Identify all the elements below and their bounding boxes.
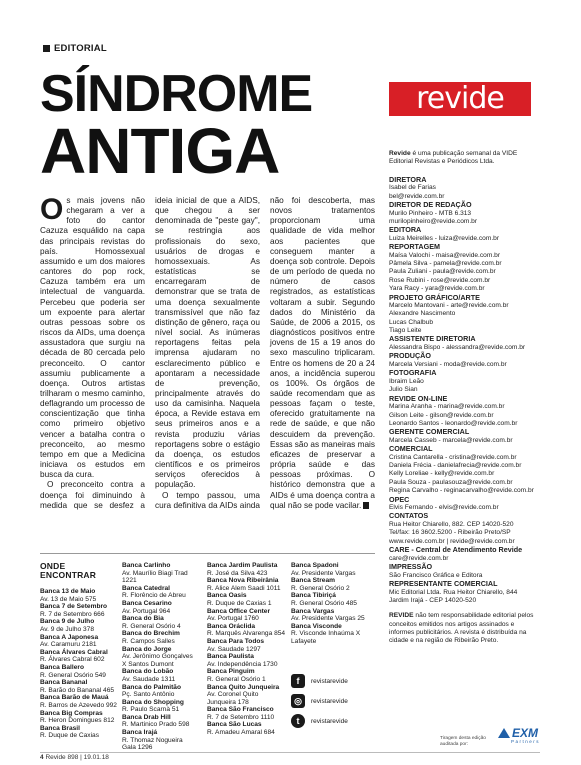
article-paragraph: Os mais jovens não chegaram a ver a foto do cantor Cazuza esquálido na capa das principais revistas do país. Homossexual assumido e um dos maiores cantores do pop rock, Cazuza também era um intelectual de vanguarda. Percebeu que poderia ser um expoente para alertar outras pessoas sobre os riscos da AIDs, uma doença assustadora que surgiu na década de 80 cercada pelo preconceito. O cantor assumiu publicamente a doença. Outros artistas trilharam o mesmo caminho, deflagrando um processo de conscientização que tinha como primeiro objetivo vencer a batalha contra o preconceito, ao mesmo tempo em que a Medicina iniciava os estudos em busca da cura. bbox=[40, 193, 145, 480]
masthead-entry: Ibraim Leão bbox=[389, 377, 424, 385]
newsstand-entry bbox=[291, 577, 373, 592]
newsstand-address: R. Thomaz Nogueira bbox=[122, 736, 183, 744]
newsstand-name: Banca do Jorge bbox=[122, 645, 172, 653]
newsstand-entry bbox=[207, 699, 289, 707]
masthead-role: IMPRESSÃO bbox=[389, 562, 433, 571]
newsstand-address: R. Barão do Bananal 465 bbox=[40, 686, 115, 694]
social-handle: revistarevide bbox=[311, 697, 348, 705]
newsstand-address: R. José da Silva 423 bbox=[207, 569, 268, 577]
newsstand-entry bbox=[207, 592, 289, 607]
newsstand-entry bbox=[291, 623, 373, 638]
newsstand-entry bbox=[40, 679, 122, 694]
masthead-entry: Cristina Cantarella - cristina@revide.com.br bbox=[389, 453, 517, 461]
revide-logo bbox=[389, 82, 531, 116]
newsstand-name: Banca 7 de Setembro bbox=[40, 603, 108, 611]
masthead-entry: Tel/fax: 16 3602.5200 - Ribeirão Preto/SP bbox=[389, 529, 511, 537]
masthead-role: OPEC bbox=[389, 494, 410, 504]
newsstand-address: R. General Osório 2 bbox=[291, 584, 350, 592]
newsstand-address: R. Barros de Azevedo 992 bbox=[40, 701, 117, 709]
social-instagram[interactable] bbox=[291, 691, 348, 711]
masthead-role: EDITORA bbox=[389, 225, 422, 235]
masthead-role: REVIDE ON-LINE bbox=[389, 393, 448, 403]
headline-line-1: SÍNDROME bbox=[40, 65, 313, 123]
newsstand-address: Av. Independência 1730 bbox=[207, 660, 278, 668]
social-handle: revistarevide bbox=[311, 677, 348, 685]
newsstand-name: Banca Vargas bbox=[291, 607, 335, 615]
masthead-entry: São Francisco Gráfica e Editora bbox=[389, 571, 483, 579]
newsstand-entry bbox=[207, 638, 289, 653]
newsstand-name: Banca do Palmitão bbox=[122, 683, 181, 691]
newsstand-address: R. Marquês Alvarenga 854 bbox=[207, 630, 286, 638]
masthead-entry: Julio Sian bbox=[389, 386, 418, 394]
social-links bbox=[291, 671, 348, 731]
newsstand-name: Banca Álvares Cabral bbox=[40, 648, 108, 656]
newsstand-address: Av. Portugal 964 bbox=[122, 607, 171, 615]
newsstand-name: Banca São Lucas bbox=[207, 721, 262, 729]
section-label-text: EDITORIAL bbox=[54, 43, 107, 54]
newsstand-name: Banca do Shopping bbox=[122, 698, 184, 706]
headline-line-2: ANTIGA bbox=[40, 115, 280, 187]
newsstand-entry bbox=[122, 630, 204, 645]
end-mark-icon bbox=[363, 502, 369, 509]
social-facebook[interactable] bbox=[291, 671, 348, 691]
newsstand-address: R. Visconde Inhaúma X bbox=[291, 630, 361, 638]
masthead-role: CARE - Central de Atendimento Revide bbox=[389, 545, 523, 555]
newsstand-address: R. Duque de Caxias bbox=[40, 732, 100, 740]
masthead-entry: Leonardo Santos - leonardo@revide.com.br bbox=[389, 419, 518, 427]
masthead-entry: Paula Souza - paulasouza@revide.com.br bbox=[389, 478, 513, 486]
newsstand-name: Banca A Japonesa bbox=[40, 633, 99, 641]
masthead-role: PRODUÇÃO bbox=[389, 351, 431, 361]
masthead-disclaimer: REVIDE não tem responsabilidade editorial pelos conceitos emitidos nos artigos assinados e informes publicitários. A revista é distribuída na cidade e na região de Ribeirão Preto. bbox=[389, 612, 534, 645]
newsstand-column bbox=[291, 562, 373, 646]
newsstand-entry bbox=[40, 649, 122, 664]
footer-divider bbox=[40, 752, 540, 753]
newsstand-name: Banca Brasil bbox=[40, 724, 80, 732]
masthead-entry: Marina Aranha - marina@revide.com.br bbox=[389, 403, 505, 411]
newsstand-name: Banca Bananal bbox=[40, 679, 88, 687]
masthead-entry: Lucas Chalbub bbox=[389, 318, 433, 326]
masthead-role: PROJETO GRÁFICO/ARTE bbox=[389, 292, 480, 302]
newsstand-name: Banca Nova Ribeirânia bbox=[207, 577, 279, 585]
newsstand-name: Banca Stream bbox=[291, 577, 335, 585]
page-number: 4 bbox=[40, 754, 44, 761]
newsstand-address: R. General Osório 549 bbox=[40, 671, 106, 679]
newsstand-address: R. 7 de Setembro 1110 bbox=[207, 713, 275, 721]
masthead-entry: Marcela Versiani - moda@revide.com.br bbox=[389, 361, 507, 368]
newsstand-name: Banca Visconde bbox=[291, 622, 342, 630]
newsstand-address: R. Álvares Cabral 602 bbox=[40, 656, 105, 664]
masthead-entry: care@revide.com.br bbox=[389, 554, 449, 562]
newsstand-name: Banca Big Compras bbox=[40, 709, 103, 717]
newsstand-address: Av. 9 de Julho 378 bbox=[40, 625, 95, 633]
masthead-entry: Jardim Irajá - CEP 14020-520 bbox=[389, 596, 477, 604]
newsstand-entry bbox=[122, 729, 204, 744]
newsstand-address: R. Duque de Caxias 1 bbox=[207, 599, 272, 607]
masthead-entry: Marcela Casseb - marcela@revide.com.br bbox=[389, 436, 513, 444]
masthead-role: DIRETOR DE REDAÇÃO bbox=[389, 199, 472, 209]
newsstand-name: Banca Cesarino bbox=[122, 599, 172, 607]
masthead-entry: Regina Carvalho - reginacarvalho@revide.com.br bbox=[389, 487, 534, 495]
newsstand-address: Av. Saudade 1297 bbox=[207, 645, 261, 653]
masthead-entry: Yara Racy - yara@revide.com.br bbox=[389, 285, 485, 293]
newsstand-name: Banca Oasis bbox=[207, 592, 247, 600]
newsstand-address: Av. Presidente Vargas bbox=[291, 569, 356, 577]
masthead-entry: Alessandra Bispo - alessandra@revide.com.br bbox=[389, 344, 526, 352]
masthead-entry: Alexandre Nascimento bbox=[389, 310, 456, 318]
newsstand-entry bbox=[40, 618, 122, 633]
article-paragraph: O tempo passou, uma cura definitiva da AIDs ainda não foi descoberta, mas novos tratamentos proporcionam uma qualidade de vida melhor aos pacientes que conseguem manter a doença sob controle. Depois de um período de queda no número de casos registrados, as estatísticas voltaram a subir. Segundo dados do Ministério da Saúde, de 2006 a 2015, os diagnósticos positivos entre jovens de 15 a 19 anos do sexo masculino triplicaram. Entre os homens de 20 a 24 anos, a incidência superou os 100%. Os órgãos de saúde recomendam que as pessoas façam o teste, oferecido gratuitamente na rede de saúde, e que não descuidem da prevenção. Essas são as maneiras mais eficazes de preservar a própria saúde e das pessoas próximas. O histórico demonstra que a AIDs é uma doença contra a qual não se pode vacilar. bbox=[155, 196, 375, 510]
article-paragraph: O preconceito contra a doença foi diminuindo à medida que se desfez a ideia inicial de que a AIDS, que chegou a ser denominada de "peste gay", se restringia aos profissionais do sexo, usuários de drogas e homossexuais. As estatísticas se encarregaram de demonstrar que se trata de uma doença sexualmente transmissível que não faz distinção de gênero, raça ou nível social. As inúmeras reportagens feitas pela imprensa ajudaram no esclarecimento público e apontaram a necessidade de prevenção, principalmente através do uso da camisinha. Naquela época, a Revide estava em seus primeiros anos e a revista produziu várias reportagens sobre o estágio da doença, os estudos científicos e os primeiros serviços oferecidos à população. bbox=[40, 196, 260, 510]
revide-logo-text: revide bbox=[416, 81, 504, 116]
newsstand-address: R. Amadeu Amaral 684 bbox=[207, 729, 275, 737]
masthead-credits bbox=[389, 176, 539, 606]
masthead-entry: Marcelo Mantovani - arte@revide.com.br bbox=[389, 302, 509, 310]
newsstand-address: R. 7 de Setembro 666 bbox=[40, 610, 105, 618]
instagram-icon: ◎ bbox=[291, 694, 305, 708]
newsstand-name: Banca Quito Junqueira bbox=[207, 683, 280, 691]
newsstand-name: Banca Pinguim bbox=[207, 668, 255, 676]
newsstand-name: Banca Catedral bbox=[122, 584, 171, 592]
newsstand-name: Banca Irajá bbox=[122, 729, 158, 737]
section-label bbox=[43, 43, 107, 54]
newsstand-address: Av. Presidente Vargas 25 bbox=[291, 615, 365, 623]
masthead-role: CONTATOS bbox=[389, 511, 429, 521]
newsstand-address: Av. Saudade 1311 bbox=[122, 675, 176, 683]
newsstand-name: Banca Tibiriçá bbox=[291, 592, 336, 600]
newsstand-address: Av. Caramuru 2181 bbox=[40, 641, 97, 649]
newsstand-name: Banca Drab Hill bbox=[122, 713, 171, 721]
newsstand-entry bbox=[40, 710, 122, 725]
newsstand-address: Lafayete bbox=[291, 637, 317, 645]
newsstand-address: Gala 1296 bbox=[122, 744, 153, 752]
newsstand-address: R. Martinico Prado 598 bbox=[122, 721, 190, 729]
masthead-entry: Paula Zuliani - paula@revide.com.br bbox=[389, 268, 496, 276]
newsstand-name: Banca Ballero bbox=[40, 663, 84, 671]
masthead-role: REPORTAGEM bbox=[389, 242, 440, 252]
masthead-role: COMERCIAL bbox=[389, 444, 433, 454]
newsstand-entry bbox=[40, 664, 122, 679]
newsstand-name: Banca São Francisco bbox=[207, 706, 274, 714]
newsstand-entry bbox=[207, 577, 289, 592]
dropcap: O bbox=[40, 193, 64, 226]
newsstand-address: R. Campos Salles bbox=[122, 637, 175, 645]
newsstand-entry bbox=[122, 585, 204, 600]
masthead-entry: Luiza Meirelles - luiza@revide.com.br bbox=[389, 234, 500, 242]
newsstand-entry bbox=[122, 646, 204, 661]
newsstand-entry bbox=[40, 588, 122, 603]
newsstand-address: R. General Osório 1 bbox=[207, 675, 266, 683]
onde-encontrar-title-block bbox=[40, 562, 120, 588]
masthead-entry: Elvis Fernando - elvis@revide.com.br bbox=[389, 504, 499, 512]
masthead-role: DIRETORA bbox=[389, 174, 427, 184]
masthead-role: REPRESENTANTE COMERCIAL bbox=[389, 578, 498, 588]
newsstand-entry bbox=[40, 634, 122, 649]
masthead-entry: bel@revide.com.br bbox=[389, 192, 445, 200]
newsstand-address: Av. Portugal 1760 bbox=[207, 615, 259, 623]
newsstand-entry bbox=[207, 608, 289, 623]
newsstand-entry bbox=[207, 706, 289, 721]
masthead-entry: Maísa Valochi - maisa@revide.com.br bbox=[389, 251, 501, 259]
newsstand-entry bbox=[207, 684, 289, 699]
newsstand-name: Banca Spadoni bbox=[291, 562, 339, 569]
masthead-role: FOTOGRAFIA bbox=[389, 368, 437, 378]
newsstand-address: Av. Coronel Quito bbox=[207, 691, 259, 699]
newsstand-entry bbox=[207, 562, 289, 577]
newsstand-name: Banca Carlinho bbox=[122, 562, 171, 569]
masthead-entry: Daniela Frécia - danielafrecia@revide.com.br bbox=[389, 462, 522, 470]
newsstand-address: R. Heron Domingues 812 bbox=[40, 717, 115, 725]
newsstand-name: Banca Para Todos bbox=[207, 637, 265, 645]
newsstand-entry bbox=[291, 608, 373, 623]
exm-logo-name: EXM bbox=[512, 726, 539, 740]
newsstand-address: Av. 13 de Maio 575 bbox=[40, 595, 97, 603]
newsstand-address: Av. Maurílio Biagi Trad 1221 bbox=[122, 569, 188, 585]
twitter-icon: t bbox=[291, 714, 305, 728]
newsstand-address: R. General Osório 485 bbox=[291, 599, 357, 607]
masthead-entry: Rua Heitor Chiarello, 882. CEP 14020-520 bbox=[389, 521, 514, 529]
newsstand-address: Junqueira 178 bbox=[207, 698, 249, 706]
divider bbox=[40, 553, 375, 554]
newsstand-entry bbox=[40, 694, 122, 709]
newsstand-address: R. General Osório 4 bbox=[122, 622, 181, 630]
masthead-entry: murilopinheiro@revide.com.br bbox=[389, 217, 478, 225]
exm-partners-logo bbox=[498, 727, 540, 749]
masthead-intro: Revide é uma publicação semanal da VIDE Editorial Revistas e Periódicos Ltda. bbox=[389, 150, 518, 166]
exm-logo-sub: Partners bbox=[511, 739, 541, 744]
newsstand-entry bbox=[207, 721, 289, 736]
masthead-entry: Mic Editorial Ltda. Rua Heitor Chiarello, 844 bbox=[389, 588, 518, 596]
newsstand-address: R. Florêncio de Abreu bbox=[122, 592, 186, 600]
newsstand-name: Banca do Lobão bbox=[122, 668, 174, 676]
newsstand-entry bbox=[122, 714, 204, 729]
headline bbox=[40, 65, 380, 187]
newsstand-entry bbox=[122, 615, 204, 630]
section-square-icon bbox=[43, 45, 50, 52]
masthead-entry: Isabel de Farias bbox=[389, 184, 436, 192]
newsstand-entry bbox=[291, 562, 373, 577]
newsstand-column bbox=[207, 562, 289, 737]
newsstand-address: Pç. Santo Antônio bbox=[122, 691, 175, 699]
newsstand-entry bbox=[291, 638, 373, 646]
masthead-role: ASSISTENTE DIRETORIA bbox=[389, 334, 476, 344]
newsstand-entry bbox=[122, 744, 204, 752]
masthead-entry: Gilson Leite - gilson@revide.com.br bbox=[389, 411, 494, 419]
newsstand-entry bbox=[122, 668, 204, 683]
facebook-icon: f bbox=[291, 674, 305, 688]
newsstand-name: Banca Paulista bbox=[207, 653, 254, 661]
masthead-entry: Tiago Leite bbox=[389, 327, 422, 335]
masthead-entry: Murilo Pinheiro - MTB 6.313 bbox=[389, 209, 472, 217]
newsstand-address: R. Alice Alem Saadi 1011 bbox=[207, 584, 281, 592]
masthead-entry: Rose Rubini - rose@revide.com.br bbox=[389, 276, 491, 284]
newsstand-address: Av. Jerônimo Gonçalves bbox=[122, 653, 193, 661]
newsstand-entry bbox=[122, 699, 204, 714]
onde-encontrar-title: ONDE ENCONTRAR bbox=[40, 561, 97, 580]
newsstand-name: Banca do Brechim bbox=[122, 630, 180, 638]
newsstand-name: Banca Jardim Paulista bbox=[207, 562, 278, 569]
masthead-role: GERENTE COMERCIAL bbox=[389, 427, 470, 437]
newsstand-name: Banca Barão de Mauá bbox=[40, 694, 109, 702]
newsstand-entry bbox=[207, 653, 289, 668]
newsstand-name: Banca Office Center bbox=[207, 607, 271, 615]
newsstand-entry bbox=[40, 603, 122, 618]
newsstand-column bbox=[122, 562, 204, 752]
social-twitter[interactable] bbox=[291, 711, 348, 731]
issue-info: Revide 898 | 19.01.18 bbox=[45, 754, 109, 761]
newsstand-name: Banca do Bia bbox=[122, 615, 164, 623]
audit-note: Tiragem desta edição auditada por: bbox=[440, 736, 486, 747]
newsstand-entry bbox=[122, 600, 204, 615]
newsstand-column bbox=[40, 588, 122, 740]
newsstand-address: X Santos Dumont bbox=[122, 660, 174, 668]
masthead-entry: www.revide.com.br | revide@revide.com.br bbox=[389, 537, 515, 545]
newsstand-entry bbox=[40, 725, 122, 740]
newsstand-name: Banca 13 de Maio bbox=[40, 588, 96, 595]
newsstand-name: Banca 9 de Julho bbox=[40, 618, 95, 626]
masthead-entry: Kelly Loreliae - kelly@revide.com.br bbox=[389, 470, 495, 478]
article-body bbox=[40, 193, 375, 548]
page-footer bbox=[40, 754, 109, 761]
exm-triangle-icon bbox=[498, 728, 510, 738]
masthead bbox=[389, 150, 539, 646]
masthead-entry: Pâmela Silva - pamela@revide.com.br bbox=[389, 260, 502, 268]
newsstand-address: R. Paulo Scarnà 51 bbox=[122, 706, 180, 714]
newsstand-entry bbox=[122, 684, 204, 699]
newsstand-entry bbox=[122, 562, 204, 585]
newsstand-entry bbox=[207, 623, 289, 638]
newsstand-entry bbox=[207, 668, 289, 683]
newsstand-name: Banca Oráclida bbox=[207, 622, 256, 630]
social-handle: revistarevide bbox=[311, 717, 348, 725]
newsstand-entry bbox=[291, 592, 373, 607]
newsstand-entry bbox=[122, 661, 204, 669]
